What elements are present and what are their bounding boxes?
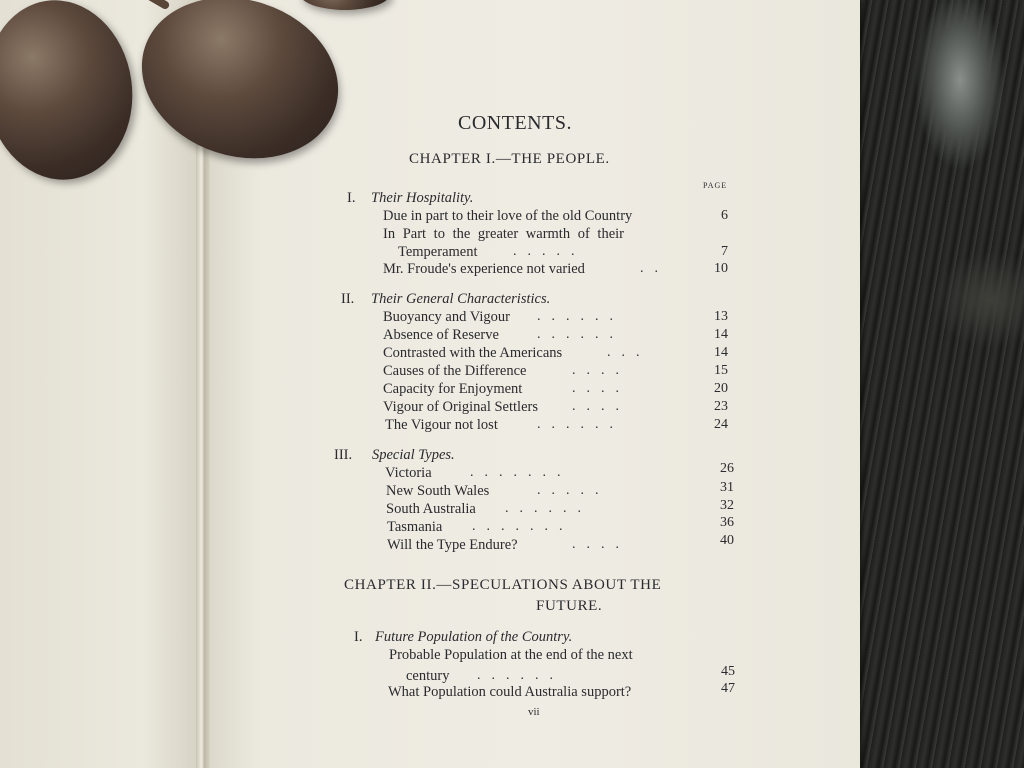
- toc-entry: What Population could Australia support?: [388, 684, 632, 700]
- toc-entry: Vigour of Original Settlers: [383, 399, 538, 415]
- toc-entry: Causes of the Difference: [383, 363, 527, 379]
- section-numeral: I.: [354, 629, 363, 645]
- toc-page-number: 36: [720, 515, 734, 530]
- toc-page-number: 10: [714, 261, 728, 276]
- section-numeral: I.: [347, 190, 356, 206]
- page-column-header: PAGE: [703, 181, 728, 190]
- section-numeral: II.: [341, 291, 355, 307]
- section-title: Their Hospitality.: [371, 190, 474, 206]
- toc-page-number: 32: [720, 498, 734, 513]
- section-numeral: III.: [334, 447, 353, 463]
- book-gutter: [196, 140, 210, 768]
- leader-dots: .......: [472, 519, 574, 534]
- toc-entry: Mr. Froude's experience not varied: [383, 261, 585, 277]
- toc-page-number: 14: [714, 345, 728, 360]
- toc-entry: Contrasted with the Americans: [383, 345, 563, 361]
- toc-entry: Absence of Reserve: [383, 327, 499, 343]
- toc-entry: In Part to the greater warmth of their: [383, 226, 624, 242]
- toc-entry: Buoyancy and Vigour: [383, 309, 510, 325]
- toc-page-number: 24: [714, 417, 728, 432]
- leader-dots: ......: [537, 309, 624, 324]
- leader-dots: ....: [572, 381, 630, 396]
- leader-dots: ....: [572, 399, 630, 414]
- toc-page-number: 7: [721, 244, 728, 259]
- page-folio: vii: [528, 706, 540, 718]
- leader-dots: .....: [513, 244, 586, 259]
- toc-page-number: 14: [714, 327, 728, 342]
- toc-entry: century: [406, 668, 450, 684]
- chapter-2-heading-continued: FUTURE.: [536, 598, 603, 614]
- leader-dots: ...: [607, 345, 651, 360]
- leader-dots: ....: [572, 363, 630, 378]
- leader-dots: .....: [537, 483, 610, 498]
- wood-surface: [840, 0, 1024, 768]
- leader-dots: ......: [537, 417, 624, 432]
- toc-entry: New South Wales: [386, 483, 490, 499]
- chapter-1-heading: CHAPTER I.—THE PEOPLE.: [409, 151, 610, 167]
- toc-page-number: 45: [721, 664, 735, 679]
- toc-entry: Will the Type Endure?: [387, 537, 518, 553]
- toc-entry: The Vigour not lost: [385, 417, 498, 433]
- leader-dots: ......: [505, 501, 592, 516]
- section-title: Future Population of the Country.: [375, 629, 573, 645]
- toc-entry: Probable Population at the end of the next: [389, 647, 633, 663]
- toc-page-number: 47: [721, 681, 735, 696]
- toc-page-number: 31: [720, 480, 734, 495]
- toc-page-number: 6: [721, 208, 728, 223]
- toc-entry: Due in part to their love of the old Country: [383, 208, 633, 224]
- leader-dots: ....: [572, 537, 630, 552]
- toc-entry: Victoria: [385, 465, 432, 481]
- toc-page-number: 26: [720, 461, 734, 476]
- toc-page-number: 13: [714, 309, 728, 324]
- toc-page-number: 40: [720, 533, 734, 548]
- section-title: Their General Characteristics.: [371, 291, 551, 307]
- toc-entry: South Australia: [386, 501, 476, 517]
- toc-entry: Tasmania: [387, 519, 443, 535]
- leader-dots: ......: [537, 327, 624, 342]
- chapter-2-heading: CHAPTER II.—SPECULATIONS ABOUT THE: [344, 577, 662, 593]
- leader-dots: .......: [470, 465, 572, 480]
- toc-page-number: 20: [714, 381, 728, 396]
- toc-entry: Capacity for Enjoyment: [383, 381, 523, 397]
- leader-dots: ..: [640, 261, 669, 276]
- toc-page-number: 15: [714, 363, 728, 378]
- toc-entry: Temperament: [398, 244, 478, 260]
- leader-dots: ......: [477, 668, 564, 683]
- section-title: Special Types.: [372, 447, 455, 463]
- toc-page-number: 23: [714, 399, 728, 414]
- contents-title: CONTENTS.: [458, 112, 572, 134]
